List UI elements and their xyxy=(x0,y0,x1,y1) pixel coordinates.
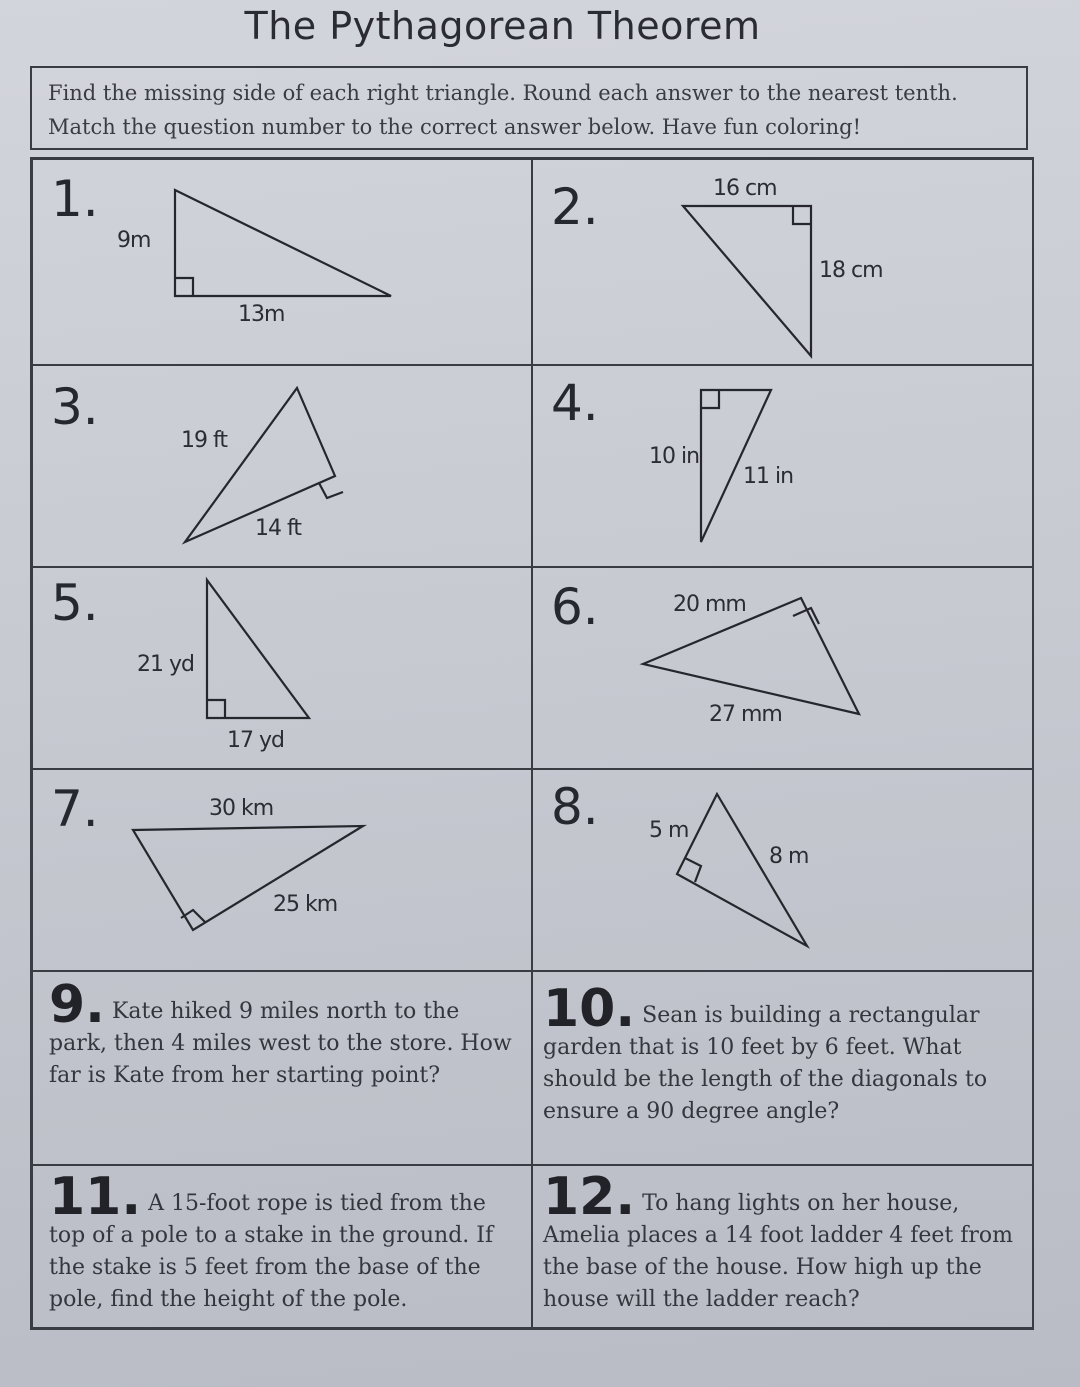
side-label: 10 in xyxy=(649,444,700,469)
side-label: 20 mm xyxy=(673,592,746,617)
side-label: 18 cm xyxy=(819,258,883,283)
instructions-line-1: Find the missing side of each right triangle. Round each answer to the nearest tenth. xyxy=(48,81,958,105)
word-problem-text: A 15-foot rope is tied from the top of a pole to a stake in the ground. If the stake is 5 feet from the base of the pole, find the height of the pole. xyxy=(49,1191,494,1312)
word-problem-11 xyxy=(49,1167,523,1316)
problem-cell-1 xyxy=(32,159,532,365)
side-label: 8 m xyxy=(769,844,809,869)
right-triangle xyxy=(533,160,1035,366)
side-label: 9m xyxy=(117,228,151,253)
side-label: 16 cm xyxy=(713,176,777,201)
word-problem-text: Sean is building a rectangular garden that is 10 feet by 6 feet. What should be the length of the diagonals to ensure a 90 degree angle? xyxy=(543,1003,988,1124)
problem-cell-3 xyxy=(32,365,532,567)
problem-cell-4 xyxy=(532,365,1034,567)
right-triangle xyxy=(533,568,1035,770)
word-problem-12 xyxy=(543,1167,1023,1316)
problem-number: 7. xyxy=(51,780,99,838)
problem-cell-5 xyxy=(32,567,532,769)
right-triangle xyxy=(533,770,1035,972)
problem-number: 11. xyxy=(49,1167,142,1227)
problem-number: 10. xyxy=(543,979,636,1039)
side-label: 11 in xyxy=(743,464,794,489)
word-problem-cell-12 xyxy=(532,1165,1034,1328)
problem-number: 1. xyxy=(51,170,99,228)
word-problem-text: To hang lights on her house, Amelia places a 14 foot ladder 4 feet from the base of the house. How high up the house will the ladder reach? xyxy=(543,1191,1013,1312)
problem-grid xyxy=(30,157,1034,1330)
problem-number: 8. xyxy=(551,778,599,836)
problem-number: 5. xyxy=(51,574,99,632)
problem-cell-7 xyxy=(32,769,532,971)
instructions-line-2: Match the question number to the correct answer below. Have fun coloring! xyxy=(48,115,862,139)
problem-number: 12. xyxy=(543,1167,636,1227)
side-label: 17 yd xyxy=(227,728,284,753)
problem-number: 9. xyxy=(49,975,105,1035)
problem-cell-6 xyxy=(532,567,1034,769)
problem-number: 2. xyxy=(551,178,599,236)
problem-number: 4. xyxy=(551,374,599,432)
word-problem-cell-10 xyxy=(532,971,1034,1165)
right-triangle xyxy=(33,160,533,366)
side-label: 13m xyxy=(238,302,285,327)
side-label: 19 ft xyxy=(181,428,227,453)
side-label: 30 km xyxy=(209,796,274,821)
problem-number: 3. xyxy=(51,378,99,436)
side-label: 27 mm xyxy=(709,702,782,727)
instructions-box xyxy=(30,66,1028,150)
side-label: 25 km xyxy=(273,892,338,917)
side-label: 5 m xyxy=(649,818,689,843)
right-triangle xyxy=(33,770,533,972)
word-problem-cell-9 xyxy=(32,971,532,1165)
word-problem-9 xyxy=(49,975,523,1092)
problem-cell-2 xyxy=(532,159,1034,365)
word-problem-10 xyxy=(543,979,1023,1128)
side-label: 21 yd xyxy=(137,652,194,677)
problem-number: 6. xyxy=(551,578,599,636)
side-label: 14 ft xyxy=(255,516,301,541)
word-problem-cell-11 xyxy=(32,1165,532,1328)
page-title: The Pythagorean Theorem xyxy=(244,4,761,48)
word-problem-text: Kate hiked 9 miles north to the park, then 4 miles west to the store. How far is Kate from her starting point? xyxy=(49,999,512,1088)
problem-cell-8 xyxy=(532,769,1034,971)
